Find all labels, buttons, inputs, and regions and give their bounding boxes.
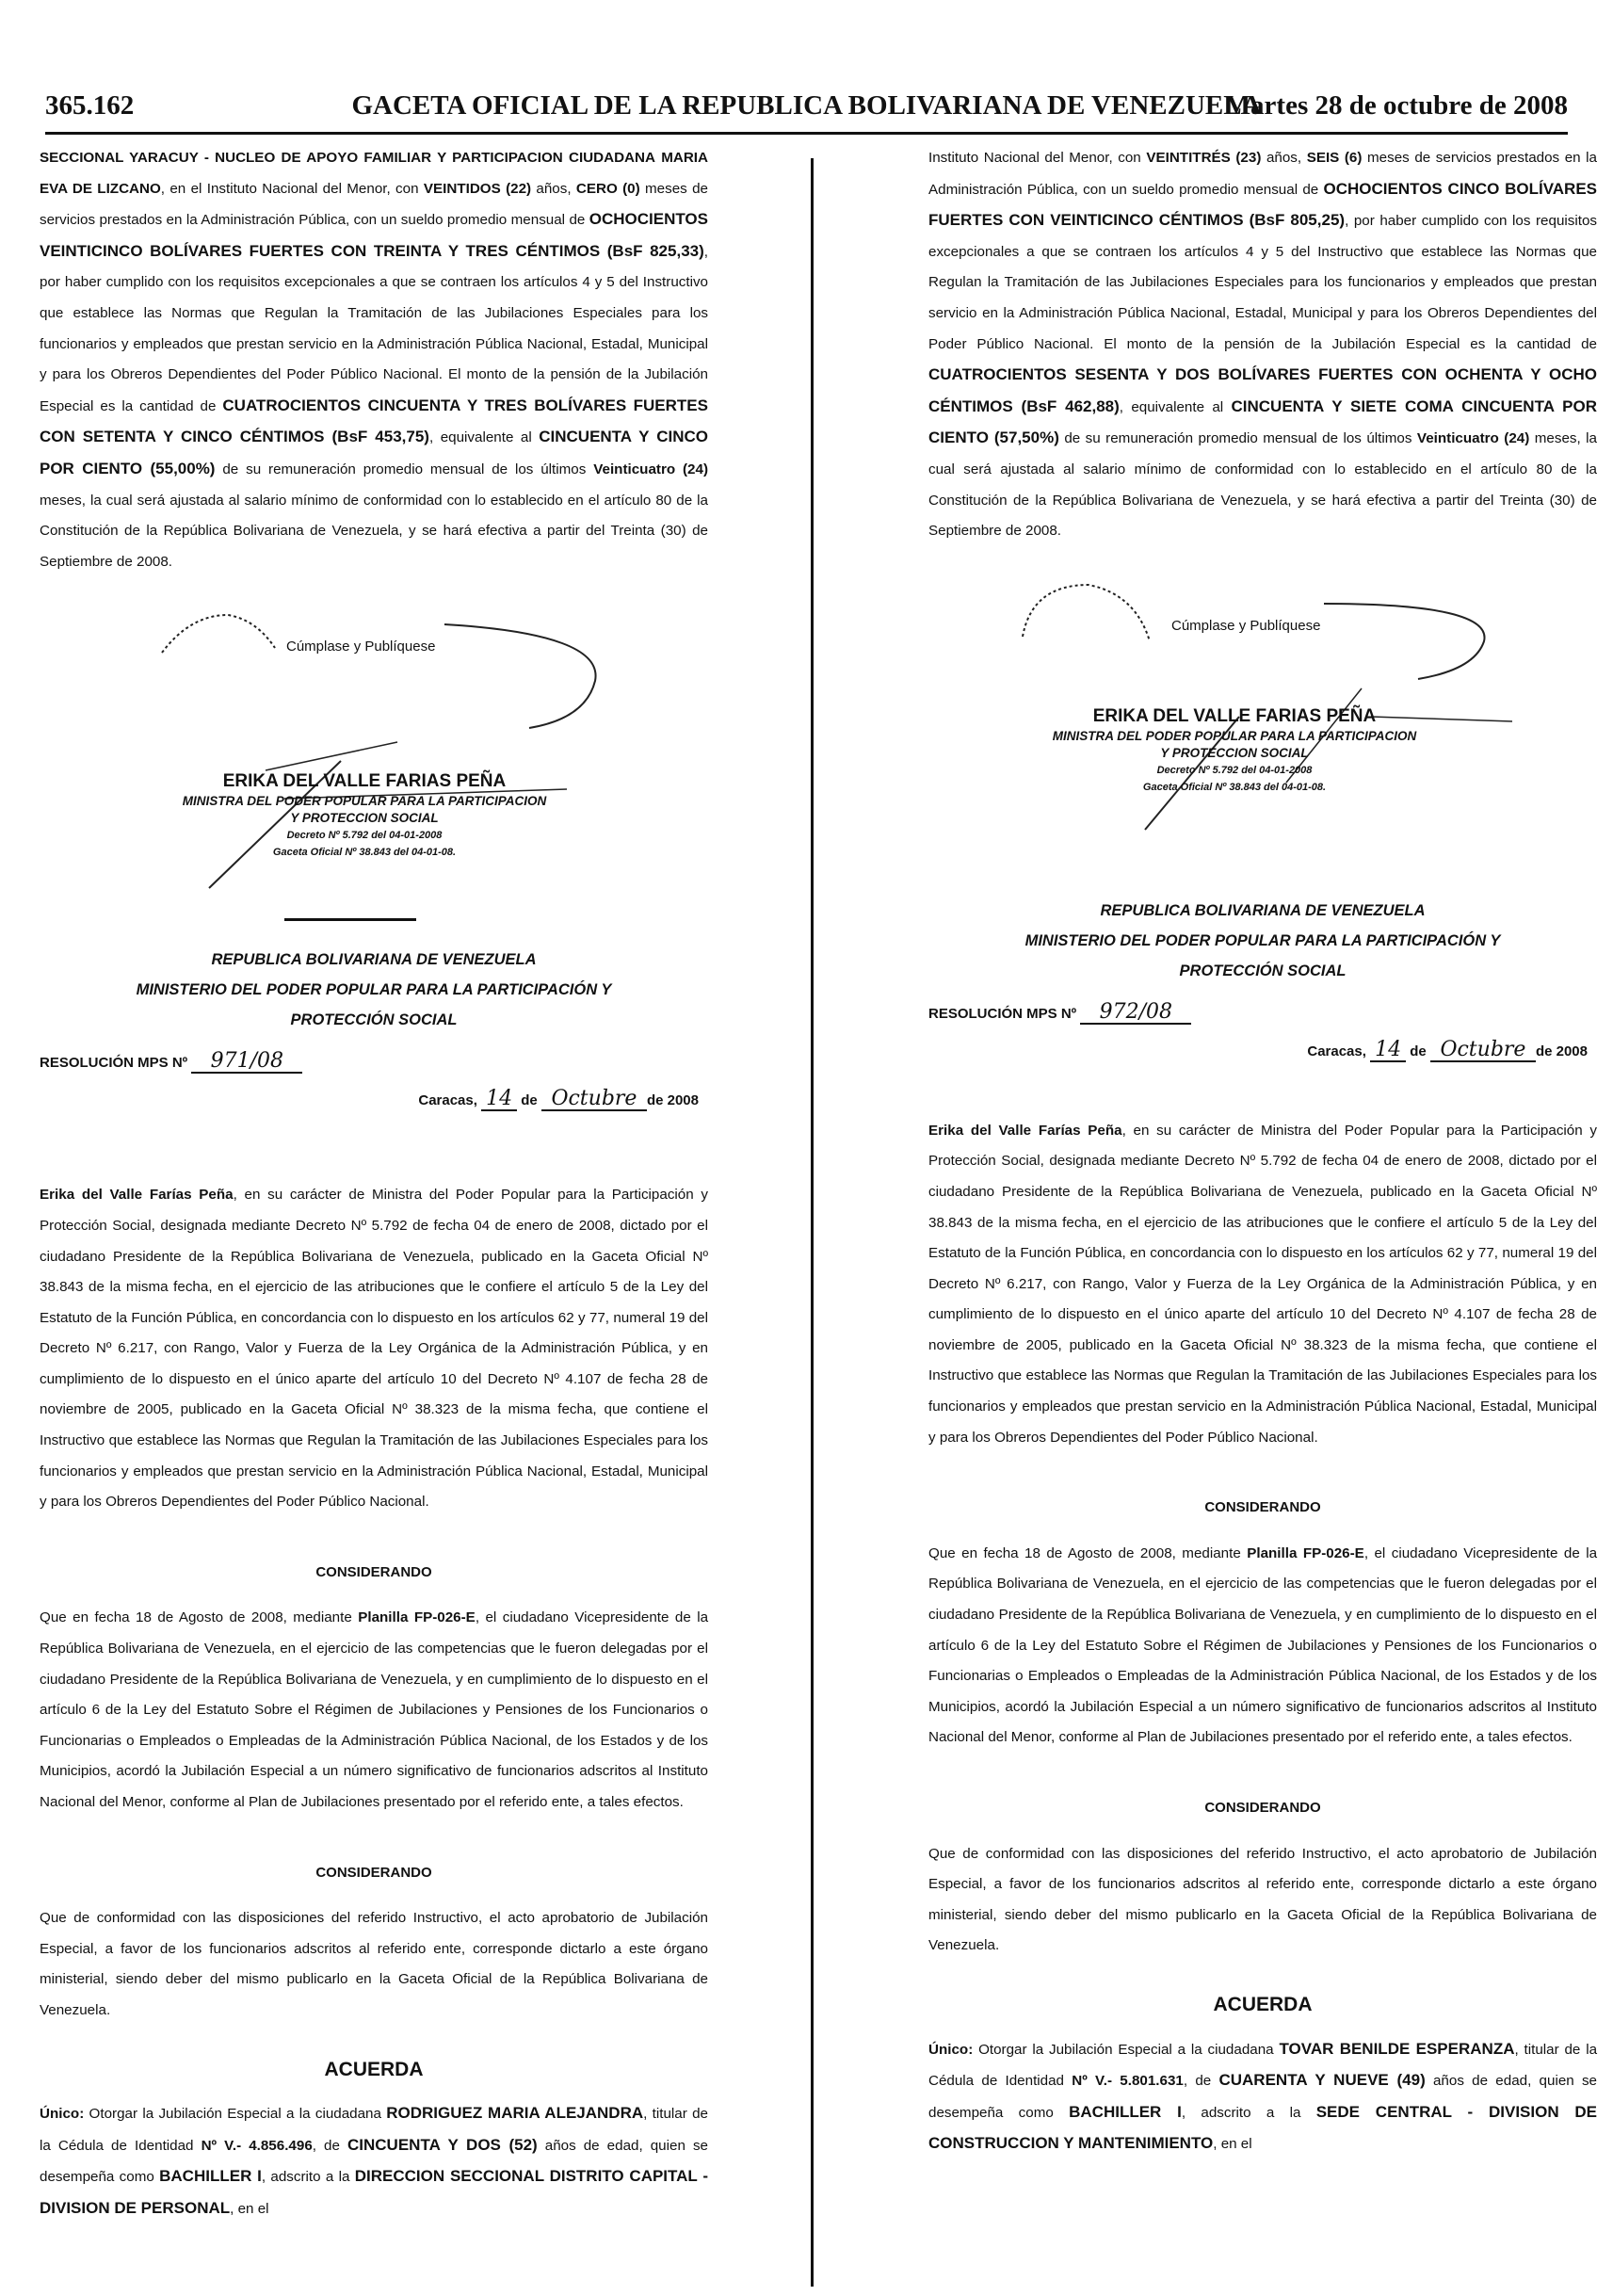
signature-block xyxy=(40,577,708,945)
signer-gazette: Gaceta Oficial Nº 38.843 del 04-01-08. xyxy=(272,847,457,859)
signer-block-right: ERIKA DEL VALLE FARIAS PEÑA MINISTRA DEL PODER POPULAR PARA LA PARTICIPACION Y PROTECCION SOCIAL Decreto Nº 5.792 del 04-01-2008 Gaceta Oficial Nº 38.843 del 04-01-08. xyxy=(1052,705,1417,793)
ministry-heading-2: PROTECCIÓN SOCIAL xyxy=(290,1011,458,1029)
signer-block xyxy=(143,770,586,861)
left-considerando-2: Que de conformidad con las disposiciones del referido Instructivo, el acto aprobatorio de Jubilación Especial, a favor de los funcionarios adscritos al referido ente, corresponde dictarlo a este órgano ministerial, siendo deber del mismo publicarlo en la Gaceta Oficial de la República Bolivariana de Venezuela. xyxy=(40,1910,708,2018)
ministry-heading-right: MINISTERIO DEL PODER POPULAR PARA LA PARTICIPACIÓN Y xyxy=(1024,931,1501,949)
considerando-heading-right: CONSIDERANDO xyxy=(1204,1499,1321,1516)
republic-heading-right: REPUBLICA BOLIVARIANA DE VENEZUELA xyxy=(1100,901,1426,919)
place-date: Caracas, 14 de Octubre de 2008 xyxy=(418,1087,699,1111)
cumplase-text-right: Cúmplase y Publíquese xyxy=(1171,617,1321,634)
cumplase-text: Cúmplase y Publíquese xyxy=(286,639,436,655)
signer-decree: Decreto Nº 5.792 del 04-01-2008 xyxy=(286,830,443,842)
right-preamble: Erika del Valle Farías Peña, en su carácter de Ministra del Poder Popular para la Participación y Protección Social, designada mediante Decreto Nº 5.792 de fecha 04 de enero de 2008, dictado por el ciudadano Presidente de la República Bolivariana de Venezuela, publicado en la Gaceta Oficial Nº 38.843 de la misma fecha, en el ejercicio de las atribuciones que le confiere el artículo 5 de la Ley del Estatuto de la Función Pública, en concordancia con lo dispuesto en los artículos 62 y 77, numeral 19 del Decreto Nº 6.217, con Rango, Valor y Fuerza de la Ley Orgánica de la Administración Pública, y en cumplimiento de lo dispuesto en el único aparte del artículo 10 del Decreto Nº 4.107 de fecha 28 de noviembre de 2005, publicado en la Gaceta Oficial Nº 38.323 de la misma fecha, que contiene el Instructivo que establece las Normas que Regulan la Tramitación de las Jubilaciones Especiales para los funcionarios y empleados que prestan servicio en la Administración Pública Nacional, Estadal, Municipal y para los Obreros Dependientes del Poder Público Nacional. xyxy=(928,1122,1597,1446)
column-divider xyxy=(811,158,814,2287)
gazette-title: GACETA OFICIAL DE LA REPUBLICA BOLIVARIANA DE VENEZUELA xyxy=(351,90,1262,121)
issue-date: Martes 28 de octubre de 2008 xyxy=(1224,90,1568,121)
acuerda-heading: ACUERDA xyxy=(324,2058,424,2080)
resolution-number-right: RESOLUCIÓN MPS Nº 972/08 xyxy=(928,999,1597,1031)
signature-underline xyxy=(284,918,416,921)
left-column xyxy=(40,143,708,2225)
right-considerando-1: Que en fecha 18 de Agosto de 2008, mediante Planilla FP-026-E, el ciudadano Vicepresidente de la República Bolivariana de Venezuela, en el ejercicio de las competencias que le fueron delegadas por el ciudadano Presidente de la República Bolivariana de Venezuela, y en cumplimiento de lo dispuesto en el artículo 6 de la Ley del Estatuto Sobre el Régimen de Jubilaciones y Pensiones de los Funcionarios o Funcionarias o Empleados o Empleadas de la Administración Pública Nacional, de los Estados y de los Municipios, acordó la Jubilación Especial a un número significativo de funcionarios adscritos al Instituto Nacional del Menor, conforme al Plan de Jubilaciones presentado por el referido ente, a tales efectos. xyxy=(928,1544,1598,1746)
place-date-right: Caracas, 14 de Octubre de 2008 xyxy=(1307,1037,1588,1061)
resolution-number: RESOLUCIÓN MPS Nº 971/08 xyxy=(40,1048,708,1080)
signer-role: MINISTRA DEL PODER POPULAR PARA LA PARTICIPACION xyxy=(182,794,547,809)
gazette-header xyxy=(45,90,1568,135)
republic-heading: REPUBLICA BOLIVARIANA DE VENEZUELA xyxy=(211,951,537,969)
ministry-heading-right-2: PROTECCIÓN SOCIAL xyxy=(1179,962,1347,979)
right-column xyxy=(928,143,1597,2160)
resolution-handwritten: 971/08 xyxy=(191,1051,302,1074)
signature-block-right xyxy=(928,547,1597,914)
right-unico: Único: Otorgar la Jubilación Especial a la ciudadana TOVAR BENILDE ESPERANZA, titular de la Cédula de Identidad Nº V.- 5.801.631, de CUARENTA Y NUEVE (49) años de edad, quien se desempeña como BACHILLER I, adscrito a la SEDE CENTRAL - DIVISION DE CONSTRUCCION Y MANTENIMIENTO, en el xyxy=(928,2039,1598,2153)
right-intro-paragraph: Instituto Nacional del Menor, con VEINTITRÉS (23) años, SEIS (6) meses de servicios prestados en la Administración Pública, con un sueldo promedio mensual de OCHOCIENTOS CINCO BOLÍVARES FUERTES CON VEINTICINCO CÉNTIMOS (BsF 805,25), por haber cumplido con los requisitos excepcionales a que se contraen los artículos 4 y 5 del Instructivo que establece las Normas que Regulan la Tramitación de las Jubilaciones Especiales para los funcionarios y empleados que prestan servicio en la Administración Pública Nacional, Estadal, Municipal y para los Obreros Dependientes del Poder Público Nacional. El monto de la pensión de la Jubilación Especial es la cantidad de CUATROCIENTOS SESENTA Y DOS BOLÍVARES FUERTES CON OCHENTA Y OCHO CÉNTIMOS (BsF 462,88), equivalente al CINCUENTA Y SIETE COMA CINCUENTA POR CIENTO (57,50%) de su remuneración promedio mensual de los últimos Veinticuatro (24) meses, la cual será ajustada al salario mínimo de conformidad con lo establecido en el artículo 80 de la Constitución de la República Bolivariana de Venezuela, y se hará efectiva a partir del Treinta (30) de Septiembre de 2008. xyxy=(928,150,1598,540)
right-considerando-2: Que de conformidad con las disposiciones del referido Instructivo, el acto aprobatorio de Jubilación Especial, a favor de los funcionarios adscritos al referido ente, corresponde dictarlo a este órgano ministerial, siendo deber del mismo publicarlo en la Gaceta Oficial de la República Bolivariana de Venezuela. xyxy=(928,1845,1597,1954)
left-considerando-1: Que en fecha 18 de Agosto de 2008, mediante Planilla FP-026-E, el ciudadano Vicepresidente de la República Bolivariana de Venezuela, en el ejercicio de las competencias que le fueron delegadas por el ciudadano Presidente de la República Bolivariana de Venezuela, y en cumplimiento de lo dispuesto en el artículo 6 de la Ley del Estatuto Sobre el Régimen de Jubilaciones y Pensiones de los Funcionarios o Funcionarias o Empleados o Empleadas de la Administración Pública Nacional, de los Estados y de los Municipios, acordó la Jubilación Especial a un número significativo de funcionarios adscritos al Instituto Nacional del Menor, conforme al Plan de Jubilaciones presentado por el referido ente, a tales efectos. xyxy=(40,1609,709,1810)
page-number: 365.162 xyxy=(45,90,135,121)
signer-role-2: Y PROTECCION SOCIAL xyxy=(290,811,439,826)
considerando-heading-2: CONSIDERANDO xyxy=(315,1864,432,1881)
left-preamble: Erika del Valle Farías Peña, en su carácter de Ministra del Poder Popular para la Participación y Protección Social, designada mediante Decreto Nº 5.792 de fecha 04 de enero de 2008, dictado por el ciudadano Presidente de la República Bolivariana de Venezuela, publicado en la Gaceta Oficial Nº 38.843 de la misma fecha, en el ejercicio de las atribuciones que le confiere el artículo 5 de la Ley del Estatuto de la Función Pública, en concordancia con lo dispuesto en los artículos 62 y 77, numeral 19 del Decreto Nº 6.217, con Rango, Valor y Fuerza de la Ley Orgánica de la Administración Pública, y en cumplimiento de lo dispuesto en el único aparte del artículo 10 del Decreto Nº 4.107 de fecha 28 de noviembre de 2005, publicado en la Gaceta Oficial Nº 38.323 de la misma fecha, que contiene el Instructivo que establece las Normas que Regulan la Tramitación de las Jubilaciones Especiales para los funcionarios y empleados que prestan servicio en la Administración Pública Nacional, Estadal, Municipal y para los Obreros Dependientes del Poder Público Nacional. xyxy=(40,1187,708,1511)
acuerda-heading-right: ACUERDA xyxy=(1213,1993,1313,2015)
ministry-heading: MINISTERIO DEL PODER POPULAR PARA LA PARTICIPACIÓN Y xyxy=(136,981,612,999)
left-intro-paragraph: SECCIONAL YARACUY - NUCLEO DE APOYO FAMILIAR Y PARTICIPACION CIUDADANA MARIA EVA DE LIZCANO, en el Instituto Nacional del Menor, con VEINTIDOS (22) años, CERO (0) meses de servicios prestados en la Administración Pública, con un sueldo promedio mensual de OCHOCIENTOS VEINTICINCO BOLÍVARES FUERTES CON TREINTA Y TRES CÉNTIMOS (BsF 825,33), por haber cumplido con los requisitos excepcionales a que se contraen los artículos 4 y 5 del Instructivo que establece las Normas que Regulan la Tramitación de las Jubilaciones Especiales para los funcionarios y empleados que prestan servicio en la Administración Pública Nacional, Estadal, Municipal y para los Obreros Dependientes del Poder Público Nacional. El monto de la pensión de la Jubilación Especial es la cantidad de CUATROCIENTOS CINCUENTA Y TRES BOLÍVARES FUERTES CON SETENTA Y CINCO CÉNTIMOS (BsF 453,75), equivalente al CINCUENTA Y CINCO POR CIENTO (55,00%) de su remuneración promedio mensual de los últimos Veinticuatro (24) meses, la cual será ajustada al salario mínimo de conformidad con lo establecido en el artículo 80 de la Constitución de la República Bolivariana de Venezuela, y se hará efectiva a partir del Treinta (30) de Septiembre de 2008. xyxy=(40,150,709,570)
signer-name: ERIKA DEL VALLE FARIAS PEÑA xyxy=(222,771,507,792)
considerando-heading-right-2: CONSIDERANDO xyxy=(1204,1800,1321,1816)
considerando-heading: CONSIDERANDO xyxy=(315,1563,432,1580)
left-unico: Único: Otorgar la Jubilación Especial a la ciudadana RODRIGUEZ MARIA ALEJANDRA, titular de la Cédula de Identidad Nº V.- 4.856.496, de CINCUENTA Y DOS (52) años de edad, quien se desempeña como BACHILLER I, adscrito a la DIRECCION SECCIONAL DISTRITO CAPITAL - DIVISION DE PERSONAL, en el xyxy=(40,2104,709,2217)
